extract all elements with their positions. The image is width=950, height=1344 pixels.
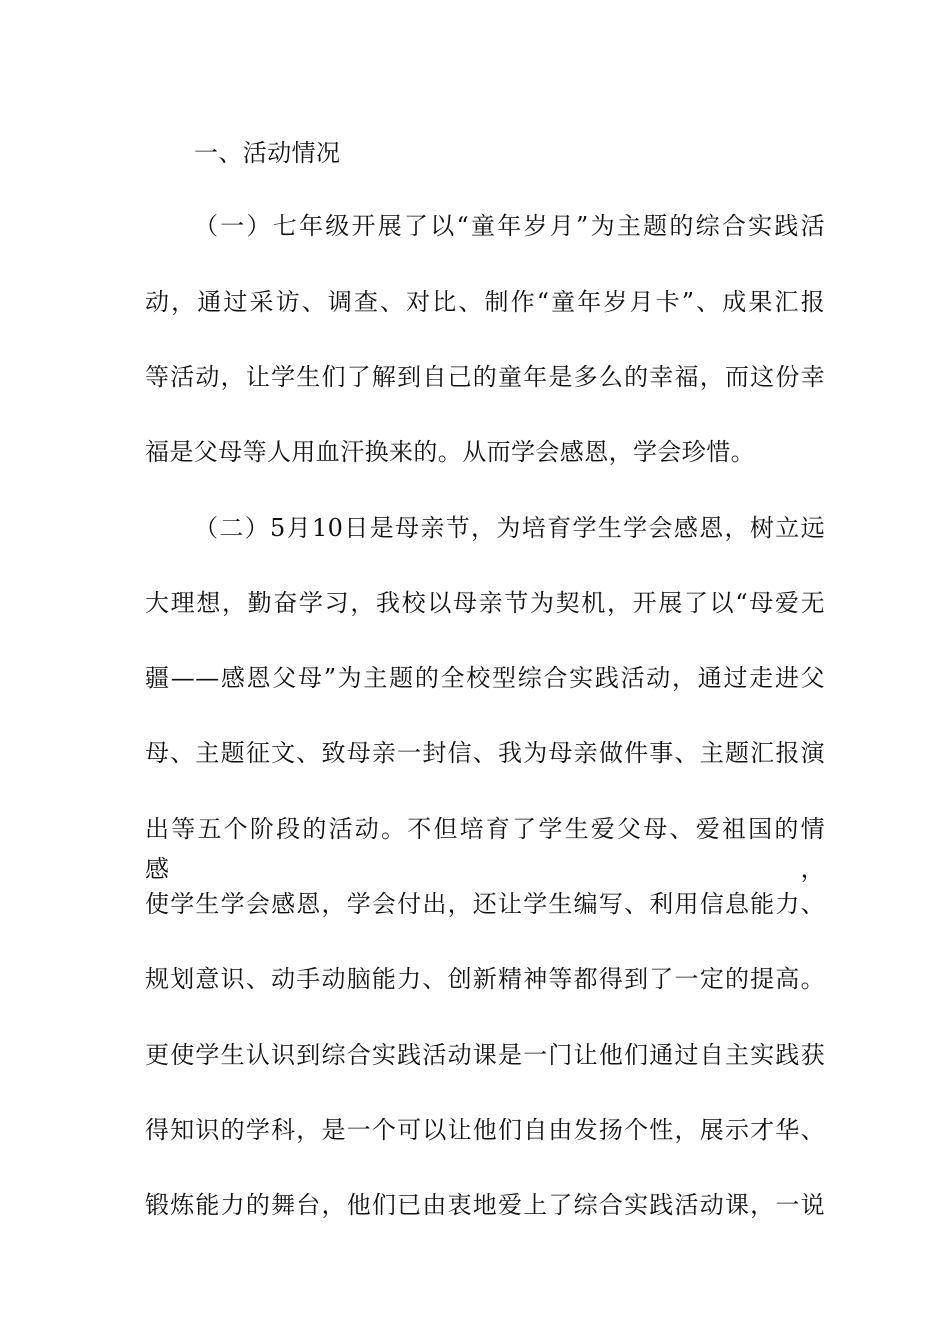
- paragraph-line: 福是父母等人用血汗换来的。从而学会感恩，学会珍惜。: [145, 438, 755, 466]
- paragraph-line: 出等五个阶段的活动。不但培育了学生爱父母、爱祖国的情感，: [145, 815, 825, 883]
- paragraph-line: 等活动，让学生们了解到自己的童年是多么的幸福，而这份幸: [145, 363, 825, 391]
- paragraph-line: 母、主题征文、致母亲一封信、我为母亲做件事、主题汇报演: [145, 739, 825, 767]
- paragraph-line: 使学生学会感恩，学会付出，还让学生编写、利用信息能力、: [145, 890, 825, 918]
- paragraph-line: 大理想，勤奋学习，我校以母亲节为契机，开展了以“母爱无: [145, 589, 825, 617]
- paragraph-line: 规划意识、动手动脑能力、创新精神等都得到了一定的提高。: [145, 965, 825, 993]
- paragraph-line: 动，通过采访、调查、对比、制作“童年岁月卡”、成果汇报: [145, 288, 825, 316]
- paragraph-line: 锻炼能力的舞台，他们已由衷地爱上了综合实践活动课，一说: [145, 1191, 825, 1219]
- paragraph-line: 得知识的学科，是一个可以让他们自由发扬个性，展示才华、: [145, 1116, 825, 1144]
- paragraph-line: 疆——感恩父母”为主题的全校型综合实践活动，通过走进父: [145, 664, 825, 692]
- paragraph-line: （一）七年级开展了以“童年岁月”为主题的综合实践活: [194, 212, 825, 240]
- paragraph-line: 更使学生认识到综合实践活动课是一门让他们通过自主实践获: [145, 1041, 825, 1069]
- paragraph-line: （二）5月10日是母亲节，为培育学生学会感恩，树立远: [194, 514, 825, 542]
- section-heading: 一、活动情况: [194, 139, 341, 167]
